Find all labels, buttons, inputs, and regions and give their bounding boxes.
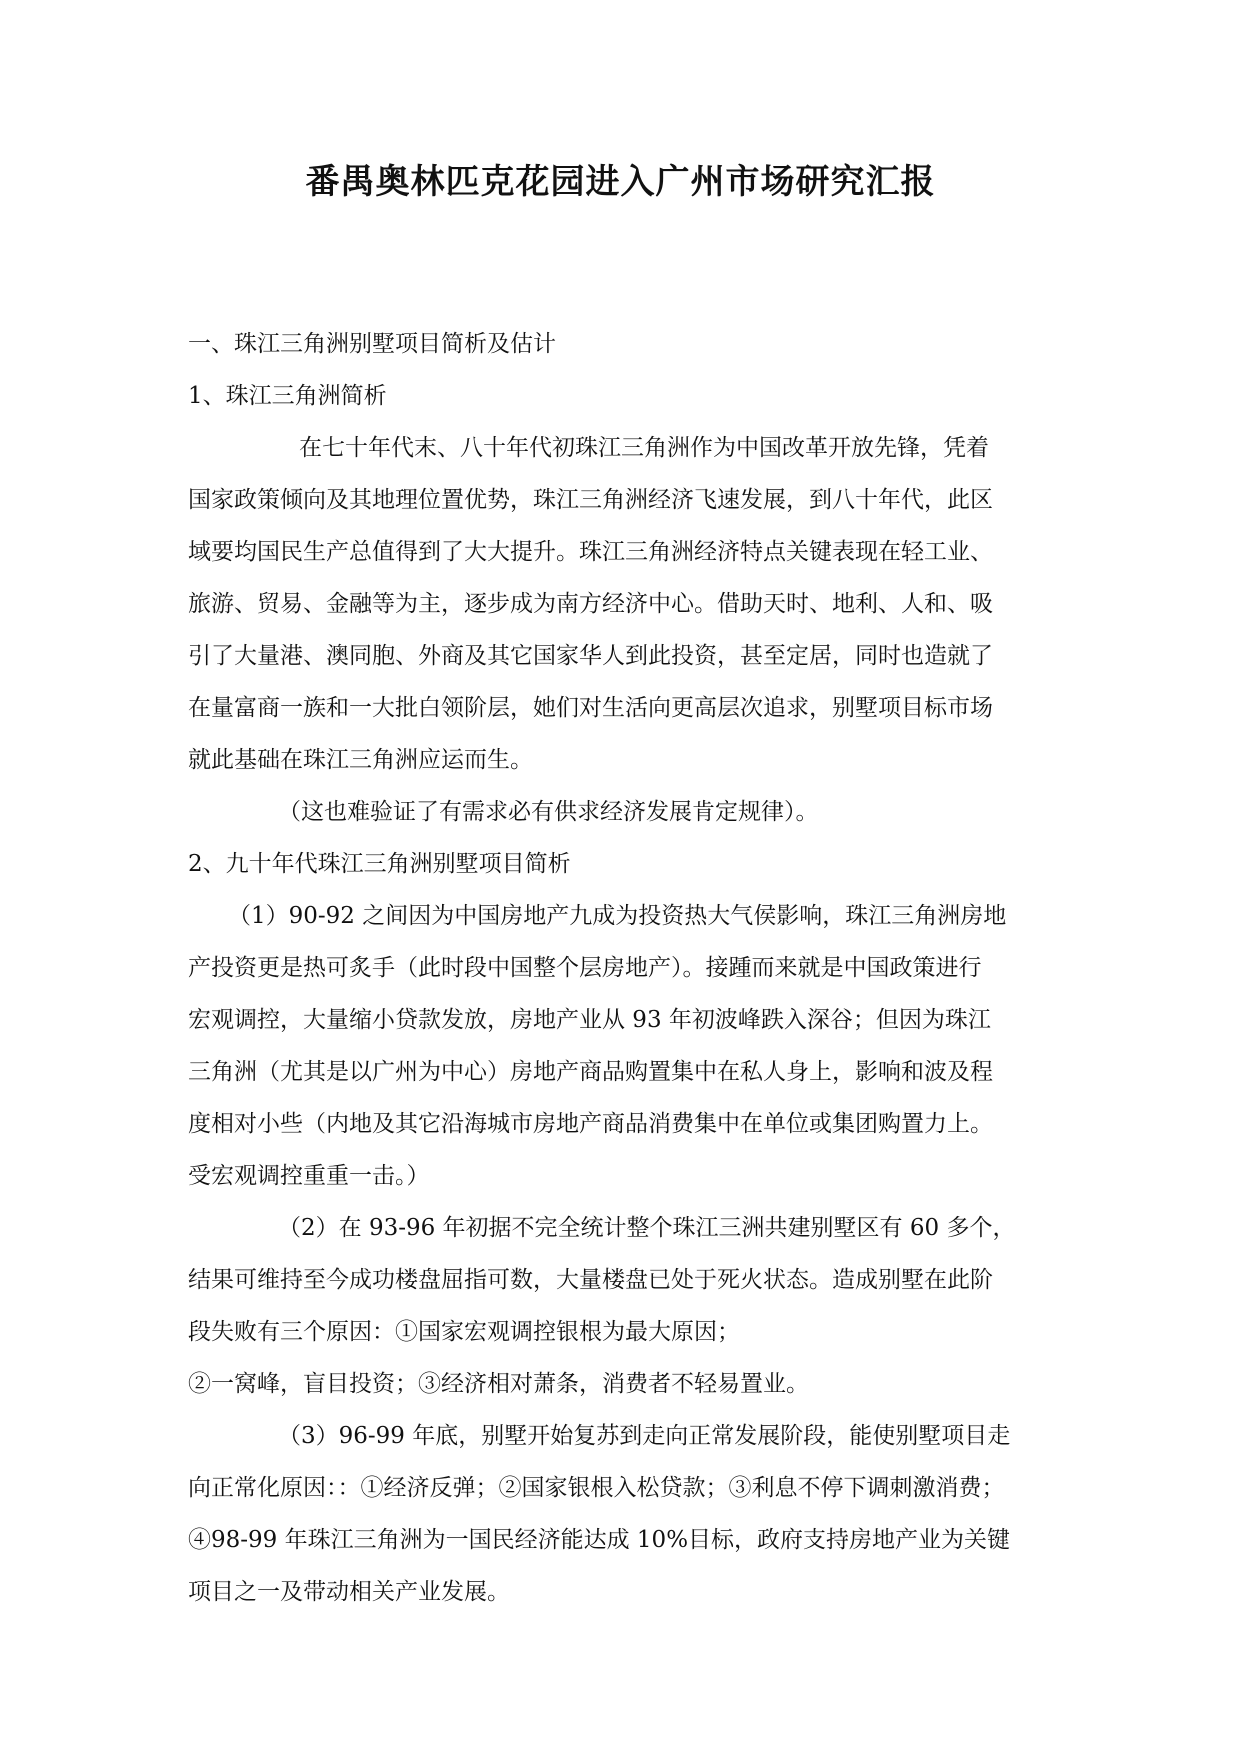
- subsection-heading: 1、珠江三角洲简析: [188, 383, 387, 409]
- paragraph-line: 宏观调控，大量缩小贷款发放，房地产业从 93 年初波峰跌入深谷；但因为珠江: [188, 1007, 991, 1033]
- paragraph-line: 度相对小些（内地及其它沿海城市房地产商品消费集中在单位或集团购置力上。: [188, 1111, 993, 1137]
- section-heading: 一、珠江三角洲别墅项目简析及估计: [188, 331, 556, 357]
- paragraph-line: 三角洲（尤其是以广州为中心）房地产商品购置集中在私人身上，影响和波及程: [188, 1059, 993, 1085]
- document-title: 番禺奥林匹克花园进入广州市场研究汇报: [305, 162, 936, 202]
- note-line: （这也难验证了有需求必有供求经济发展肯定规律）。: [278, 799, 819, 825]
- paragraph-line: 就此基础在珠江三角洲应运而生。: [188, 747, 533, 773]
- paragraph-line: 受宏观调控重重一击。）: [188, 1163, 430, 1189]
- paragraph-line: 段失败有三个原因：①国家宏观调控银根为最大原因；: [188, 1319, 740, 1345]
- paragraph-line: 产投资更是热可炙手（此时段中国整个层房地产）。接踵而来就是中国政策进行: [188, 955, 982, 981]
- subsection-heading: 2、九十年代珠江三角洲别墅项目简析: [188, 851, 571, 877]
- paragraph-line: 在量富商一族和一大批白领阶层，她们对生活向更高层次追求，别墅项目标市场: [188, 695, 993, 721]
- paragraph-line: （3）96-99 年底，别墅开始复苏到走向正常发展阶段，能使别墅项目走: [278, 1423, 1011, 1449]
- paragraph-line: 引了大量港、澳同胞、外商及其它国家华人到此投资，甚至定居，同时也造就了: [188, 643, 993, 669]
- paragraph-line: 结果可维持至今成功楼盘屈指可数，大量楼盘已处于死火状态。造成别墅在此阶: [188, 1267, 993, 1293]
- paragraph-line: 旅游、贸易、金融等为主，逐步成为南方经济中心。借助天时、地利、人和、吸: [188, 591, 993, 617]
- paragraph-line: 在七十年代末、八十年代初珠江三角洲作为中国改革开放先锋，凭着: [299, 435, 989, 461]
- paragraph-line: 项目之一及带动相关产业发展。: [188, 1579, 510, 1605]
- paragraph-line: ②一窝峰，盲目投资；③经济相对萧条，消费者不轻易置业。: [188, 1371, 809, 1397]
- document-body: [188, 318, 1053, 1618]
- paragraph-line: 国家政策倾向及其地理位置优势，珠江三角洲经济飞速发展，到八十年代，此区: [188, 487, 993, 513]
- paragraph-line: ④98-99 年珠江三角洲为一国民经济能达成 10%目标，政府支持房地产业为关键: [188, 1527, 1011, 1553]
- paragraph-line: （2）在 93-96 年初据不完全统计整个珠江三洲共建别墅区有 60 多个，: [278, 1215, 1016, 1241]
- paragraph-line: （1）90-92 之间因为中国房地产九成为投资热大气侯影响，珠江三角洲房地: [228, 903, 1007, 929]
- paragraph-line: 域要均国民生产总值得到了大大提升。珠江三角洲经济特点关键表现在轻工业、: [188, 539, 993, 565]
- paragraph-line: 向正常化原因：：①经济反弹；②国家银根入松贷款；③利息不停下调刺激消费；: [188, 1475, 1005, 1501]
